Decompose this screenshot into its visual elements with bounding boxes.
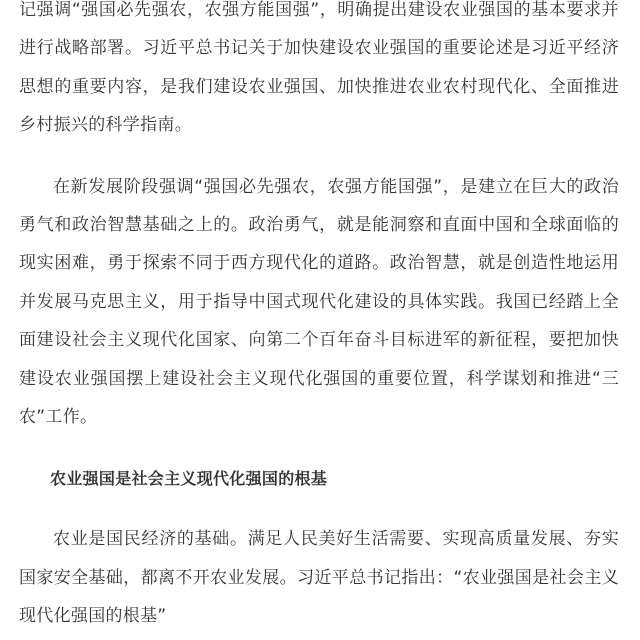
paragraph-2: 在新发展阶段强调“强国必先强农，农强方能国强”，是建立在巨大的政治勇气和政治智慧基础之上的。政治勇气，就是能洞察和直面中国和全球面临的现实困难，勇于探索不同于西方现代化的道路。政治智慧，就是创造性地运用并发展马克思主义，用于指导中国式现代化建设的具体实践。我国已经踏上全面建设社会主义现代化国家、向第二个百年奋斗目标进军的新征程，要把加快建设农业强国摆上建设社会主义现代化强国的重要位置，科学谋划和推进“三农”工作。	[19, 176, 619, 428]
paragraph-1: 记强调“强国必先强农，农强方能国强”，明确提出建设农业强国的基本要求并进行战略部署。习近平总书记关于加快建设农业强国的重要论述是习近平经济思想的重要内容，是我们建设农业强国、加快推进农业农村现代化、全面推进乡村振兴的科学指南。	[19, 0, 619, 136]
section-heading: 农业强国是社会主义现代化强国的根基	[50, 469, 328, 489]
article-body	[19, 0, 619, 636]
paragraph-3: 农业是国民经济的基础。满足人民美好生活需要、实现高质量发展、夯实国家安全基础，都离不开农业发展。习近平总书记指出：“农业强国是社会主义现代化强国的根基”	[19, 529, 619, 627]
